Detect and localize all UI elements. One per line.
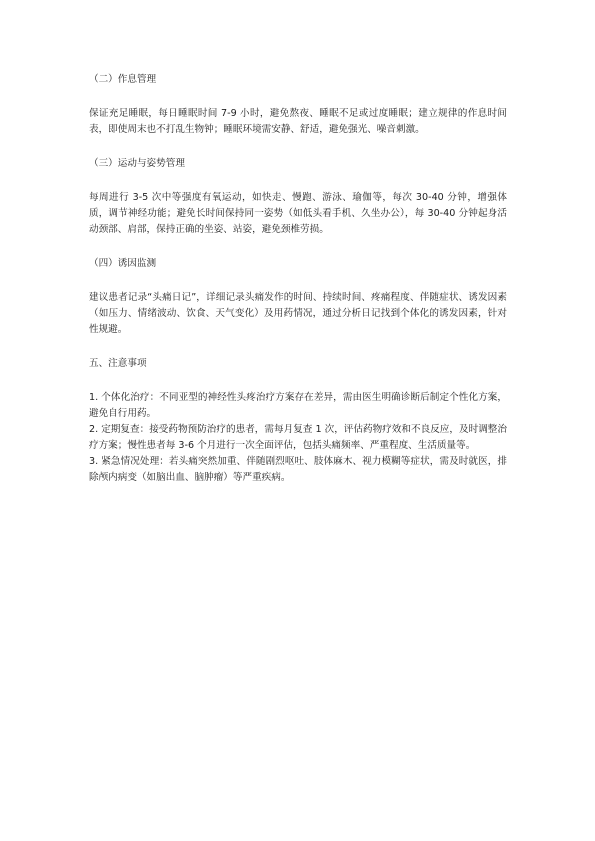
notes-heading: 五、注意事项 — [89, 358, 147, 369]
section-body-rest: 保证充足睡眠，每日睡眠时间 7-9 小时，避免熬夜、睡眠不足或过度睡眠；建立规律的作息时间表，即使周末也不打乱生物钟；睡眠环境需安静、舒适，避免强光、噪音刺激。 — [89, 108, 507, 135]
section-body-exercise: 每周进行 3-5 次中等强度有氧运动，如快走、慢跑、游泳、瑜伽等，每次 30-40 分钟，增强体质，调节神经功能；避免长时间保持同一姿势（如低头看手机、久坐办公），每 30-40 分钟起身活动颈部、肩部，保持正确的坐姿、站姿，避免颈椎劳损。 — [89, 192, 507, 235]
section-heading-exercise: （三）运动与姿势管理 — [89, 158, 185, 169]
notes-item-followup: 2. 定期复查：接受药物预防治疗的患者，需每月复查 1 次，评估药物疗效和不良反应，及时调整治疗方案；慢性患者每 3-6 个月进行一次全面评估，包括头痛频率、严重程度、生活质量等。 — [89, 424, 507, 451]
section-body-triggers: 建议患者记录“头痛日记”，详细记录头痛发作的时间、持续时间、疼痛程度、伴随症状、诱发因素（如压力、情绪波动、饮食、天气变化）及用药情况，通过分析日记找到个体化的诱发因素，针对性规避。 — [89, 292, 507, 335]
section-heading-rest: （二）作息管理 — [89, 74, 157, 85]
document-content — [89, 72, 507, 486]
notes-item-emergency: 3. 紧急情况处理：若头痛突然加重、伴随剧烈呕吐、肢体麻木、视力模糊等症状，需及时就医，排除颅内病变（如脑出血、脑肿瘤）等严重疾病。 — [89, 456, 507, 483]
section-heading-triggers: （四）诱因监测 — [89, 258, 157, 269]
notes-item-individualized: 1. 个体化治疗：不同亚型的神经性头疼治疗方案存在差异，需由医生明确诊断后制定个性化方案，避免自行用药。 — [89, 392, 507, 419]
